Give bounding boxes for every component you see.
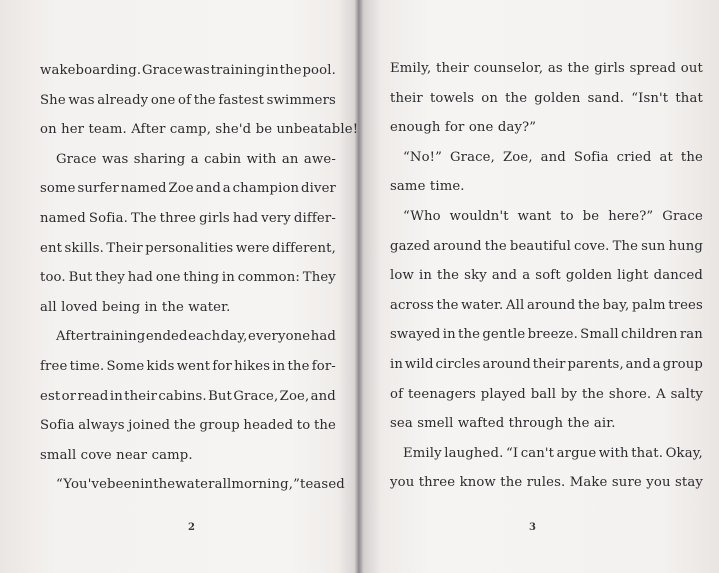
text-line: their towels on the golden sand. “Isn't that — [390, 90, 703, 106]
text-line: swayed in the gentle breeze. Small children ran — [390, 327, 703, 343]
text-line: some surfer named Zoe and a champion diver — [40, 181, 336, 197]
text-line: same time. — [390, 179, 465, 195]
text-line: small cove near camp. — [40, 447, 193, 463]
text-line: all loved being in the water. — [40, 299, 231, 315]
text-line: Emily, their counselor, as the girls spread out — [390, 61, 703, 76]
right-page — [359, 0, 719, 573]
text-line: est or read in their cabins. But Grace, Zoe, and — [40, 388, 336, 404]
text-line: Sofia always joined the group headed to the — [40, 418, 336, 434]
text-line: on her team. After camp, she'd be unbeatable! — [40, 122, 359, 138]
text-line: enough for one day?” — [390, 120, 537, 136]
text-line: named Sofia. The three girls had very differ- — [40, 211, 336, 226]
text-line: “You've been in the water all morning,” teased — [56, 477, 345, 493]
text-line: “Who wouldn't want to be here?” Grace — [403, 209, 703, 224]
left-page — [0, 0, 357, 573]
text-line: ent skills. Their personalities were different, — [40, 240, 336, 256]
text-line: After training ended each day, everyone had — [56, 329, 336, 345]
text-line: of teenagers played ball by the shore. A salty — [390, 386, 703, 402]
page-number: 3 — [529, 522, 536, 533]
text-line: sea smell wafted through the air. — [390, 416, 616, 432]
text-line: too. But they had one thing in common: They — [40, 270, 336, 286]
text-line: “No!” Grace, Zoe, and Sofia cried at the — [403, 149, 703, 165]
text-line: across the water. All around the bay, palm trees — [390, 297, 703, 313]
text-line: wakeboarding. Grace was training in the pool. — [40, 63, 336, 78]
text-line: in wild circles around their parents, and a group — [390, 357, 703, 372]
text-line: gazed around the beautiful cove. The sun hung — [390, 238, 703, 254]
text-line: low in the sky and a soft golden light danced — [390, 268, 703, 284]
page-number: 2 — [188, 522, 195, 533]
text-line: free time. Some kids went for hikes in the for- — [40, 359, 336, 374]
text-line: you three know the rules. Make sure you stay — [390, 475, 703, 491]
text-line: Emily laughed. “I can't argue with that. Okay, — [403, 445, 703, 461]
text-line: Grace was sharing a cabin with an awe- — [56, 151, 336, 167]
text-line: She was already one of the fastest swimmers — [40, 92, 336, 108]
